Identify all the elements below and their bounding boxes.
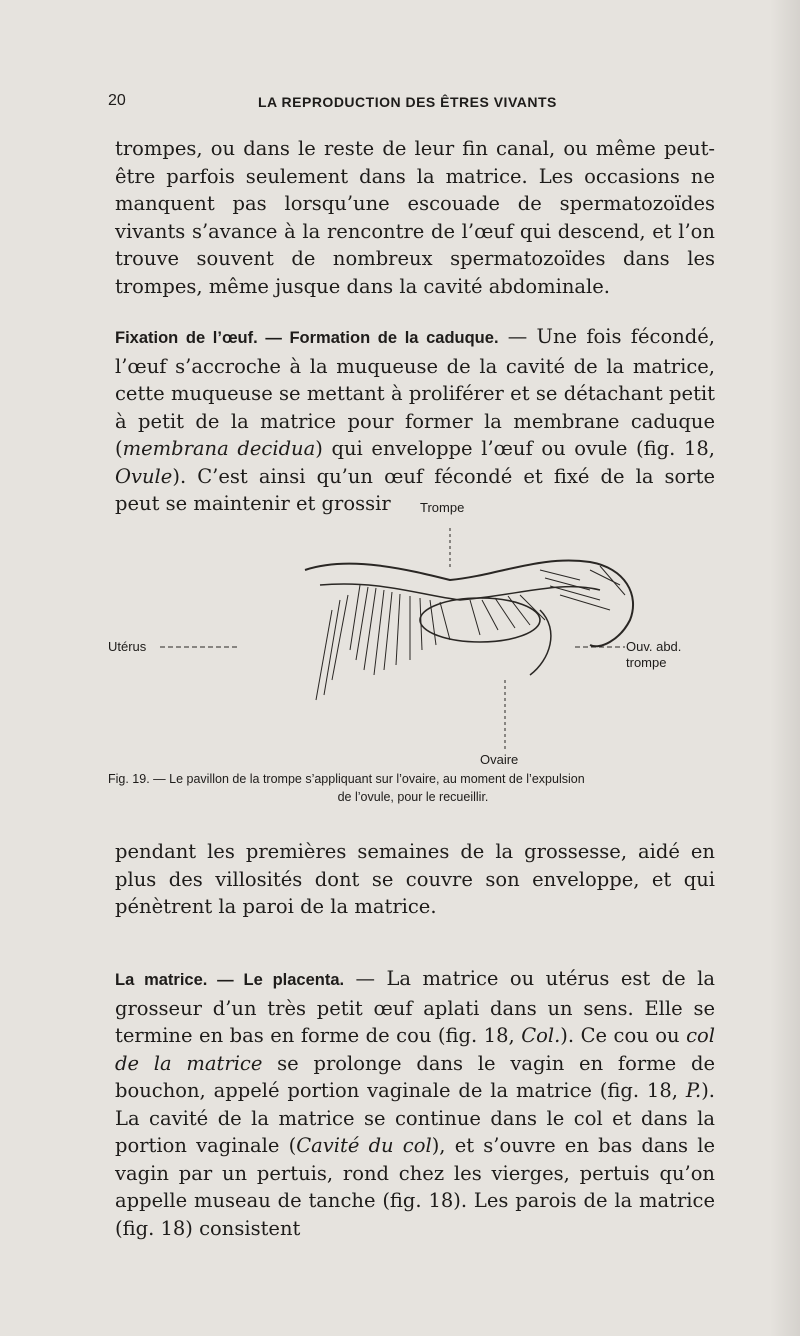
figure-illustration xyxy=(120,500,720,770)
p4-italic-c: P. xyxy=(685,1079,702,1102)
p2-text-b: ) qui enveloppe l’œuf ou ovule (fig. 18, xyxy=(315,437,715,460)
p2-text-a: — Une fois fécondé, l’œuf s’accroche à la muqueuse de la cavité de la matrice, cette muqueuse se mettant à proliférer et se détachant petit à petit de la matrice pour former la membrane caduque ( xyxy=(115,325,715,460)
caption-line-1: — Le pavillon de la trompe s’appliquant sur l’ovaire, au moment de l’expulsion xyxy=(149,772,585,786)
section-heading-fixation: Fixation de l’œuf. — Formation de la caduque. xyxy=(115,329,499,347)
page-edge-shadow xyxy=(770,0,800,1336)
page-number: 20 xyxy=(108,92,126,109)
p4-italic-d: Cavité du col xyxy=(296,1134,432,1157)
paragraph-4 xyxy=(115,965,715,1242)
paragraph-3-text: pendant les premières semaines de la grossesse, aidé en plus des villosités dont se couvre son enveloppe, et qui pénètrent la paroi de la matrice. xyxy=(115,840,715,918)
p2-italic-a: membrana decidua xyxy=(122,437,316,460)
p4-text-a: — La matrice ou utérus est de la grosseur d’un très petit œuf aplati dans un sens. Elle se termine en bas en forme de cou (fig. 18, xyxy=(115,967,715,1047)
p4-text-d: ). La cavité de la matrice se continue dans le col et dans la portion vaginale ( xyxy=(115,1079,715,1157)
caption-lead: Fig. 19. xyxy=(108,772,150,786)
figure-19 xyxy=(108,500,720,770)
running-head: LA REPRODUCTION DES ÊTRES VIVANTS xyxy=(258,94,557,110)
page-header xyxy=(108,86,714,116)
trompe-inner xyxy=(320,584,600,600)
label-ovaire: Ovaire xyxy=(480,752,519,767)
figure-caption xyxy=(108,770,718,806)
p2-text-c: ). C’est ainsi qu’un œuf fécondé et fixé de la sorte peut se maintenir et grossir xyxy=(115,464,715,515)
fimbriae-hatching xyxy=(316,566,625,700)
paragraph-4-body xyxy=(115,965,715,1242)
p4-text-b: ). Ce cou ou xyxy=(560,1024,687,1047)
paragraph-1 xyxy=(115,135,715,300)
paragraph-3 xyxy=(115,838,715,921)
p4-text-c: se prolonge dans le vagin en forme de bouchon, appelé portion vaginale de la matrice (fig. 18, xyxy=(115,1051,715,1102)
ovaire-shape xyxy=(420,598,540,642)
p4-text-e: ), et s’ouvre en bas dans le vagin par un pertuis, rond chez les vierges, pertuis qu’on appelle museau de tanche (fig. 18). Les parois de la matrice (fig. 18) consistent xyxy=(115,1134,716,1240)
p2-italic-b: Ovule xyxy=(115,464,173,488)
paragraph-2 xyxy=(115,323,715,518)
paragraph-1-text: trompes, ou dans le reste de leur fin canal, ou même peut-être parfois seulement dans la matrice. Les occasions ne manquent pas lorsqu’une escouade de spermatozoïdes vivants s’avance à la rencontre de l’œuf qui descend, et l’on trouve souvent de nombreux spermatozoïdes dans les trompes, même jusque dans la cavité abdominale. xyxy=(115,137,715,298)
label-trompe: Trompe xyxy=(420,500,465,515)
paragraph-2-body xyxy=(115,323,715,518)
label-ouv-abd: Ouv. abd. xyxy=(626,639,682,654)
caption-line-2: de l’ovule, pour le recueillir. xyxy=(337,790,489,804)
section-heading-matrice: La matrice. — Le placenta. xyxy=(115,971,345,989)
p4-italic-a: Col. xyxy=(521,1024,561,1047)
p4-italic-b: col de la matrice xyxy=(115,1024,715,1075)
label-trompe-2: trompe xyxy=(626,655,667,670)
label-uterus: Utérus xyxy=(108,639,147,654)
trompe-outline xyxy=(305,561,633,647)
